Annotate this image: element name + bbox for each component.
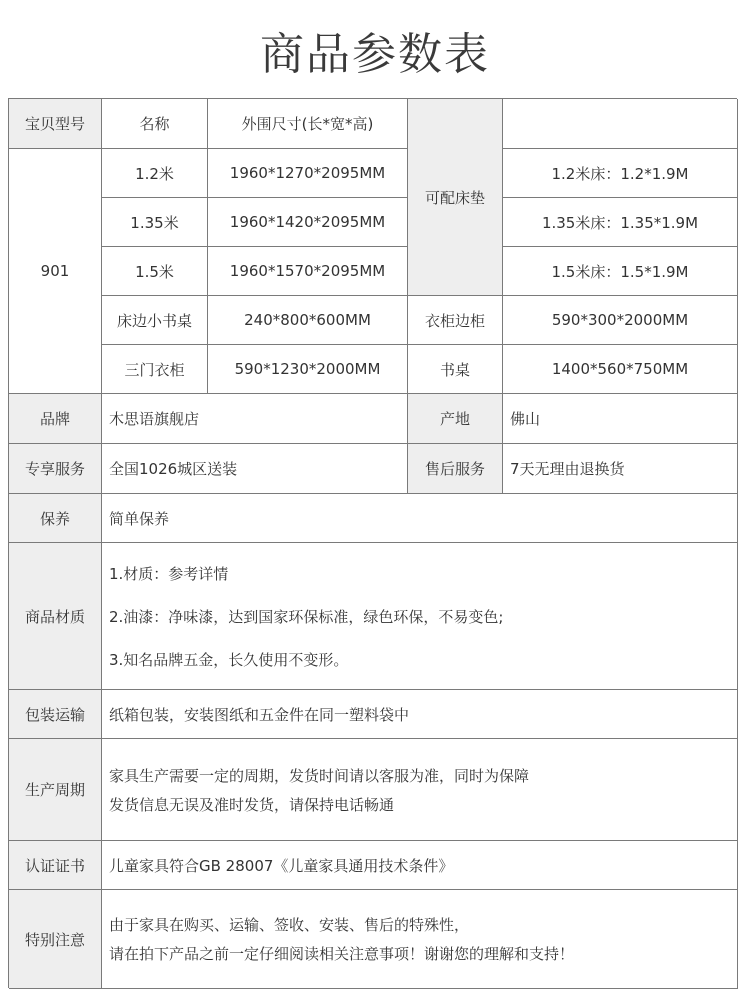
bed-size: 1960*1420*2095MM	[208, 198, 408, 247]
packaging-label: 包装运输	[9, 690, 102, 739]
production-value	[102, 739, 738, 841]
material-line: 2.油漆：净味漆，达到国家环保标准，绿色环保，不易变色;	[109, 607, 504, 626]
bed-name: 1.5米	[102, 247, 208, 296]
wardrobe-name: 三门衣柜	[102, 345, 208, 394]
bed-name: 1.2米	[102, 149, 208, 198]
brand-value: 木思语旗舰店	[102, 394, 408, 444]
mattress-size: 1.35米床：1.35*1.9M	[503, 198, 738, 247]
desk-name: 床边小书桌	[102, 296, 208, 345]
mattress-size: 1.2米床：1.2*1.9M	[503, 149, 738, 198]
maintenance-value: 简单保养	[102, 494, 738, 543]
notice-line: 由于家具在购买、运输、签收、安装、售后的特殊性，	[109, 916, 470, 934]
production-label: 生产周期	[9, 739, 102, 841]
model-number: 901	[9, 149, 102, 394]
side-cabinet-name: 衣柜边柜	[408, 296, 503, 345]
parameter-table	[8, 98, 737, 988]
after-sales-value: 7天无理由退换货	[503, 444, 738, 494]
origin-label: 产地	[408, 394, 503, 444]
material-line: 1.材质：参考详情	[109, 564, 229, 583]
wardrobe-size: 590*1230*2000MM	[208, 345, 408, 394]
bed-name: 1.35米	[102, 198, 208, 247]
service-value: 全国1026城区送装	[102, 444, 408, 494]
production-line: 发货信息无误及准时发货，请保持电话畅通	[109, 795, 395, 814]
service-label: 专享服务	[9, 444, 102, 494]
mattress-label: 可配床垫	[408, 99, 503, 296]
notice-label: 特别注意	[9, 890, 102, 989]
material-line: 3.知名品牌五金，长久使用不变形。	[109, 650, 349, 669]
production-line: 家具生产需要一定的周期，发货时间请以客服为准，同时为保障	[109, 766, 530, 785]
mattress-size: 1.5米床：1.5*1.9M	[503, 247, 738, 296]
packaging-value: 纸箱包装，安装图纸和五金件在同一塑料袋中	[102, 690, 738, 739]
after-sales-label: 售后服务	[408, 444, 503, 494]
size-column-header: 外围尺寸(长*宽*高)	[208, 99, 408, 149]
bed-size: 1960*1270*2095MM	[208, 149, 408, 198]
certificate-value: 儿童家具符合GB 28007《儿童家具通用技术条件》	[102, 841, 738, 890]
bed-size: 1960*1570*2095MM	[208, 247, 408, 296]
header-empty-cell	[503, 99, 738, 149]
notice-value	[102, 890, 738, 989]
material-label: 商品材质	[9, 543, 102, 690]
certificate-label: 认证证书	[9, 841, 102, 890]
desk-size: 240*800*600MM	[208, 296, 408, 345]
model-label: 宝贝型号	[9, 99, 102, 149]
study-desk-name: 书桌	[408, 345, 503, 394]
study-desk-size: 1400*560*750MM	[503, 345, 738, 394]
side-cabinet-size: 590*300*2000MM	[503, 296, 738, 345]
page-title: 商品参数表	[260, 29, 490, 80]
name-column-header: 名称	[102, 99, 208, 149]
origin-value: 佛山	[503, 394, 738, 444]
brand-label: 品牌	[9, 394, 102, 444]
maintenance-label: 保养	[9, 494, 102, 543]
material-value	[102, 543, 738, 690]
notice-line: 请在拍下产品之前一定仔细阅读相关注意事项！谢谢您的理解和支持！	[109, 945, 575, 963]
